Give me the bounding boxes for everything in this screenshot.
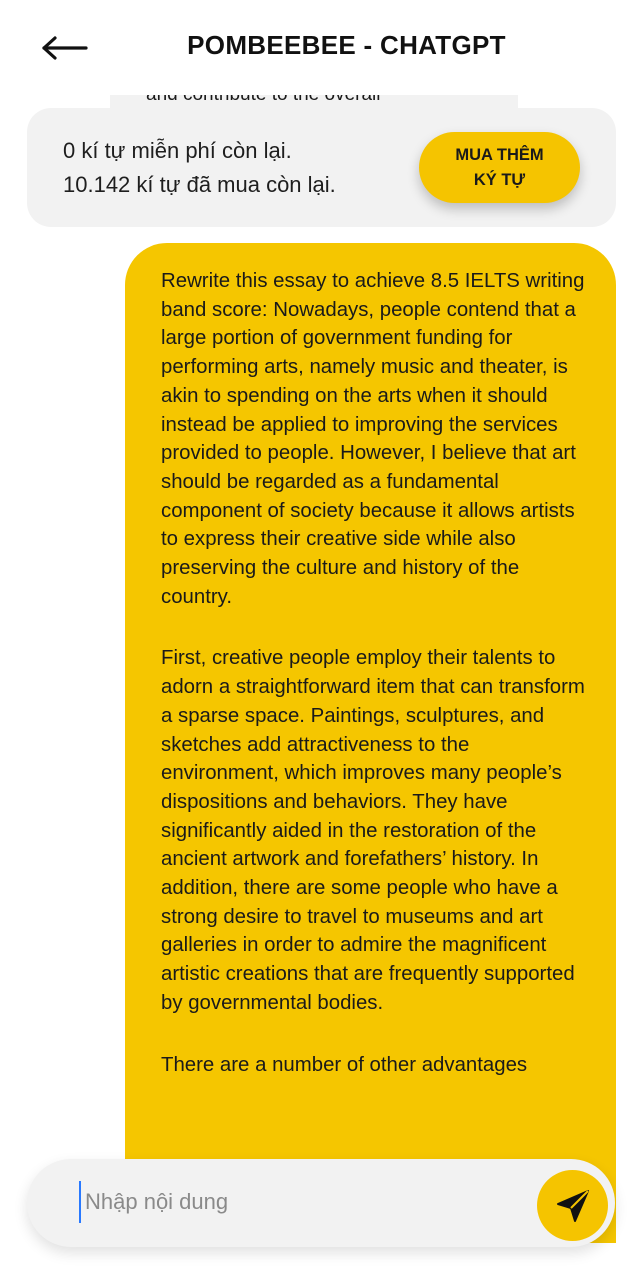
user-message-bubble — [125, 243, 616, 1243]
credit-balance-card — [27, 108, 616, 227]
free-credits-text: 0 kí tự miễn phí còn lại. — [63, 138, 292, 163]
buy-more-characters-button[interactable] — [419, 132, 580, 203]
chat-message-list[interactable] — [0, 227, 643, 1148]
message-paragraph: Rewrite this essay to achieve 8.5 IELTS writing band score: Nowadays, people contend that a large portion of government funding for performing arts, namely music and theater, is akin to spending on the arts when it should instead be applied to improving the services provided to people. However, I believe that art should be regarded as a fundamental component of society because it allows artists to express their creative side while also preserving the culture and history of the country. — [161, 270, 585, 608]
message-input[interactable] — [79, 1181, 525, 1223]
arrow-left-icon — [40, 36, 88, 60]
user-message-text — [161, 267, 591, 1112]
purchased-credits-text: 10.142 kí tự đã mua còn lại. — [63, 172, 336, 197]
message-paragraph: There are a number of other advantages — [161, 1053, 528, 1076]
back-button[interactable] — [38, 28, 90, 68]
message-composer — [27, 1159, 615, 1247]
buy-more-label: MUA THÊM KÝ TỰ — [455, 145, 544, 189]
send-icon — [555, 1188, 591, 1224]
message-paragraph: First, creative people employ their talents to adorn a straightforward item that can transform a sparse space. Paintings, sculptures, and sketches add attractiveness to the environment, which improves many people’s dispositions and behaviors. They have significantly aided in the restoration of the ancient artwork and forefathers’ history. In addition, there are some people who have a strong desire to travel to museums and art galleries in order to admire the magnificent artistic creations that are frequently supported by governmental bodies. — [161, 647, 585, 1014]
page-title: POMBEEBEE - CHATGPT — [187, 30, 506, 60]
send-button[interactable] — [537, 1170, 608, 1241]
app-header — [0, 0, 643, 95]
